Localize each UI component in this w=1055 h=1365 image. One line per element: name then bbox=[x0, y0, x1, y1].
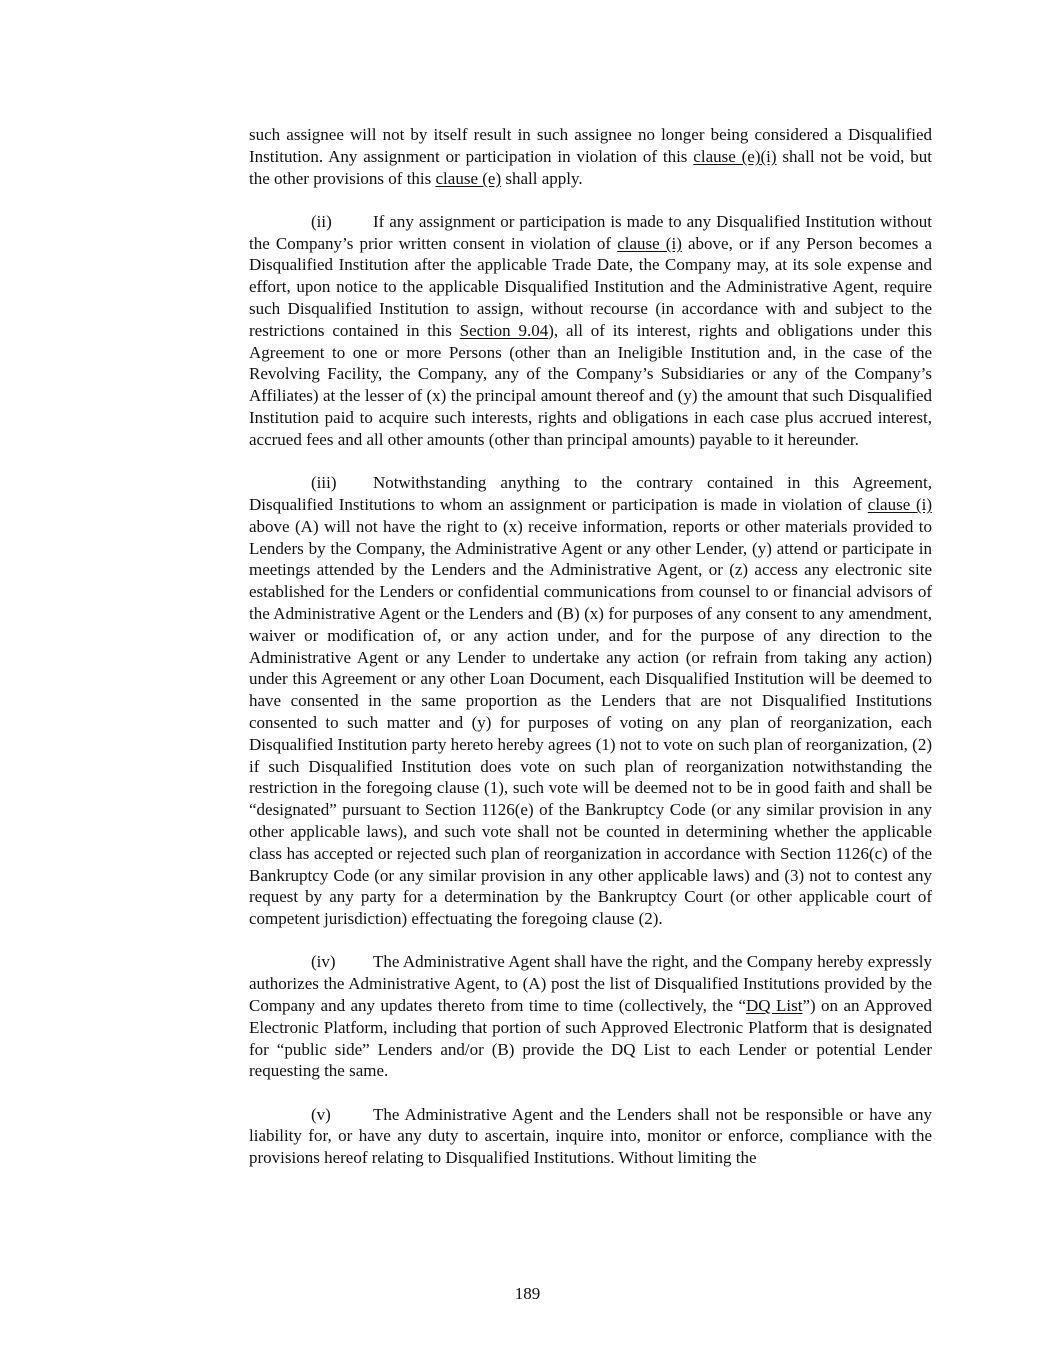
paragraph-text: above (A) will not have the right to (x) receive information, reports or other materials provided to Lenders by the Company, the Administrative Agent or any other Lender, (y) attend or participate in meetings attended by the Lenders and the Administrative Agent, or (z) access any electronic site established for the Lenders or confidential communications from counsel to or financial advisors of the Administrative Agent or the Lenders and (B) (x) for purposes of any consent to any amendment, waiver or modification of, or any action under, and for the purpose of any direction to the Administrative Agent or any Lender to undertake any action (or refrain from taking any action) under this Agreement or any other Loan Document, each Disqualified Institution will be deemed to have consented in the same proportion as the Lenders that are not Disqualified Institutions consented to such matter and (y) for purposes of voting on any plan of reorganization, each Disqualified Institution party hereto hereby agrees (1) not to vote on such plan of reorganization, (2) if such Disqualified Institution does vote on such plan of reorganization notwithstanding the restriction in the foregoing clause (1), such vote will be deemed not to be in good faith and shall be “designated” pursuant to Section 1126(e) of the Bankruptcy Code (or any similar provision in any other applicable laws), and such vote shall not be counted in determining whether the applicable class has accepted or rejected such plan of reorganization in accordance with Section 1126(c) of the Bankruptcy Code (or any similar provision in any other applicable laws) and (3) not to contest any request by any party for a determination by the Bankruptcy Court (or other applicable court of competent jurisdiction) effectuating the foregoing clause (2). bbox=[249, 516, 932, 929]
section-reference: Section 9.04 bbox=[459, 320, 549, 340]
paragraph-text: ), all of its interest, rights and obligations under this Agreement to one or more Persons (other than an Ineligible Institution and, in the case of the Revolving Facility, the Company, any of the Company’s Subsidiaries or any of the Company’s Affiliates) at the lesser of (x) the principal amount thereof and (y) the amount that such Disqualified Institution paid to acquire such interests, rights and obligations in each case plus accrued interest, accrued fees and all other amounts (other than principal amounts) payable to it hereunder. bbox=[249, 320, 933, 449]
paragraph-number: (v) bbox=[311, 1104, 331, 1124]
document-body bbox=[249, 124, 932, 1191]
clause-reference: clause (i) bbox=[867, 494, 932, 514]
defined-term: DQ List bbox=[746, 995, 803, 1015]
paragraph-ii bbox=[249, 211, 932, 451]
paragraph-text: The Administrative Agent shall have the right, and the Company hereby expressly authorizes the Administrative Agent, to (A) post the list of Disqualified Institutions provided by the Company and any updates thereto from time to time (collectively, the “ bbox=[249, 952, 932, 1015]
paragraph-text: If any assignment or participation is made to any Disqualified Institution without the Company’s prior written consent in violation of bbox=[249, 211, 932, 253]
paragraph-number: (iv) bbox=[311, 952, 336, 972]
paragraph-text: shall not be void, but the other provisions of this bbox=[249, 146, 932, 188]
clause-reference: clause (i) bbox=[617, 233, 682, 253]
paragraph-text: ”) on an Approved Electronic Platform, including that portion of such Approved Electronic Platform that is designated for “public side” Lenders and/or (B) provide the DQ List to each Lender or potential Lender requesting the same. bbox=[249, 995, 932, 1081]
paragraph-text: shall apply. bbox=[501, 168, 583, 188]
paragraph-text: The Administrative Agent and the Lenders shall not be responsible or have any liability for, or have any duty to ascertain, inquire into, monitor or enforce, compliance with the provisions hereof relating to Disqualified Institutions. Without limiting the bbox=[249, 1104, 932, 1168]
paragraph-continuation bbox=[249, 124, 932, 189]
paragraph-text: Notwithstanding anything to the contrary contained in this Agreement, Disqualified Institutions to whom an assignment or participation is made in violation of bbox=[249, 473, 932, 514]
page-number: 189 bbox=[514, 1284, 541, 1303]
paragraph-number: (iii) bbox=[311, 473, 337, 493]
clause-reference: clause (e) bbox=[435, 168, 502, 188]
paragraph-v bbox=[249, 1104, 932, 1169]
paragraph-number: (ii) bbox=[311, 211, 332, 231]
paragraph-iv bbox=[249, 951, 932, 1082]
clause-reference: clause (e)(i) bbox=[693, 146, 777, 166]
paragraph-text: such assignee will not by itself result in such assignee no longer being considered a Disqualified Institution. Any assignment or participation in violation of this bbox=[249, 125, 932, 166]
paragraph-text: above, or if any Person becomes a Disqualified Institution after the applicable Trade Date, the Company may, at its sole expense and effort, upon notice to the applicable Disqualified Institution and the Administrative Agent, require such Disqualified Institution to assign, without recourse (in accordance with and subject to the restrictions contained in this bbox=[249, 233, 932, 340]
paragraph-iii bbox=[249, 472, 932, 930]
